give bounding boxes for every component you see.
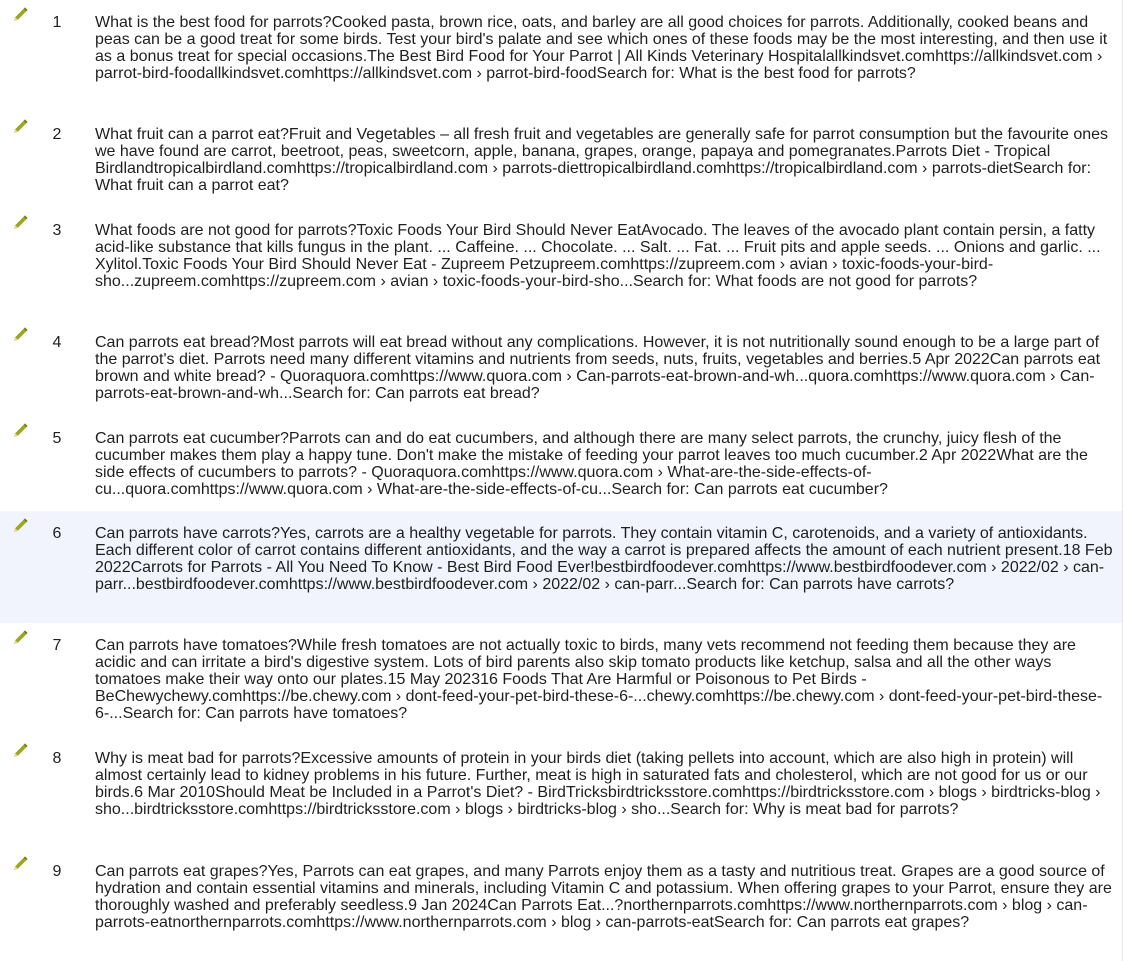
row-text: Can parrots eat cucumber?Parrots can and do eat cucumbers, and although there are many select parrots, the crunchy, juicy flesh of the cucumber makes them play a happy tune. Don't make the mistake of feeding your parrot leaves too much cucumber.2 Apr 2022What are the side effects of cucumbers to parrots? - Quoraquora.comhttps://www.quora.com › What-are-the-side-effects-of-cu...quora.comhttps://www.quora.com › What-are-the-side-effects-of-cu...Search for: Can parrots eat cucumber? xyxy=(95,430,1088,498)
row-text: Can parrots have carrots?Yes, carrots are a healthy vegetable for parrots. They contain vitamin C, carotenoids, and a variety of antioxidants. Each different color of carrot contains different antioxidants, and the way a carrot is prepared affects the amount of each nutrient present.18 Feb 2022Carrots for Parrots - All You Need To Know - Best Bird Food Ever!bestbirdfoodever.comhttps://www.bestbirdfoodever.com › 2022/02 › can-parr...bestbirdfoodever.comhttps://www.bestbirdfoodever.com › 2022/02 › can-parr...Search for: Can parrots have carrots? xyxy=(95,525,1113,593)
row-number: 1 xyxy=(52,14,62,31)
pencil-icon[interactable] xyxy=(11,629,29,647)
list-item xyxy=(0,112,1122,208)
list-item-selected xyxy=(0,511,1122,623)
pencil-icon[interactable] xyxy=(11,118,29,136)
row-text: What foods are not good for parrots?Toxic Foods Your Bird Should Never EatAvocado. The leaves of the avocado plant contain persin, a fatty acid-like substance that kills fungus in the plant. ... Caffeine. ... Chocolate. ... Salt. ... Fat. ... Fruit pits and apple seeds. ... Onions and garlic. ... Xylitol.Toxic Foods Your Bird Should Never Eat - Zupreem Petzupreem.comhttps://zupreem.com › avian › toxic-foods-your-bird-sho...zupreem.comhttps://zupreem.com › avian › toxic-foods-your-bird-sho...Search for: What foods are not good for parrots? xyxy=(95,222,1101,290)
pencil-icon[interactable] xyxy=(11,422,29,440)
row-number: 7 xyxy=(52,637,62,654)
row-text: Can parrots eat bread?Most parrots will eat bread without any complications. However, it is not nutritionally sound enough to be a large part of the parrot's diet. Parrots need many different vitamins and nutrients from seeds, nuts, fruits, vegetables and berries.5 Apr 2022Can parrots eat brown and white bread? - Quoraquora.comhttps://www.quora.com › Can-parrots-eat-brown-and-wh...quora.comhttps://www.quora.com › Can-parrots-eat-brown-and-wh...Search for: Can parrots eat bread? xyxy=(95,334,1101,402)
list-item xyxy=(0,623,1122,736)
list-item xyxy=(0,208,1122,320)
list-item xyxy=(0,416,1122,511)
row-number: 3 xyxy=(52,222,62,239)
row-number: 5 xyxy=(52,430,62,447)
list-item xyxy=(0,736,1122,849)
list-item xyxy=(0,0,1122,112)
pencil-icon[interactable] xyxy=(11,855,29,873)
pencil-icon[interactable] xyxy=(11,326,29,344)
row-text: What fruit can a parrot eat?Fruit and Vegetables – all fresh fruit and vegetables are generally safe for parrot consumption but the favourite ones we have found are carrot, beetroot, peas, sweetcorn, apple, banana, grapes, orange, papaya and pomegranates.Parrots Diet - Tropical Birdlandtropicalbirdland.comhttps://tropicalbirdland.com › parrots-diettropicalbirdland.comhttps://tropicalbirdland.com › parrots-dietSearch for: What fruit can a parrot eat? xyxy=(95,126,1109,194)
row-text: Can parrots have tomatoes?While fresh tomatoes are not actually toxic to birds, many vets recommend not feeding them because they are acidic and can irritate a bird's digestive system. Lots of bird parents also skip tomato products like ketchup, salsa and all the other ways tomatoes make their way onto our plates.15 May 202316 Foods That Are Harmful or Poisonous to Pet Birds - BeChewychewy.comhttps://be.chewy.com › dont-feed-your-pet-bird-these-6-...chewy.comhttps://be.chewy.com › dont-feed-your-pet-bird-these-6-...Search for: Can parrots have tomatoes? xyxy=(95,637,1103,722)
list-item xyxy=(0,849,1122,961)
row-number: 6 xyxy=(52,525,62,542)
pencil-icon[interactable] xyxy=(11,6,29,24)
row-number: 2 xyxy=(52,126,62,143)
pencil-icon[interactable] xyxy=(11,517,29,535)
row-number: 8 xyxy=(52,750,62,767)
row-text: Can parrots eat grapes?Yes, Parrots can eat grapes, and many Parrots enjoy them as a tasty and nutritious treat. Grapes are a good source of hydration and contain essential vitamins and minerals, including Vitamin C and potassium. When offering grapes to your Parrot, ensure they are thoroughly washed and preferably seedless.9 Jan 2024Can Parrots Eat...?northernparrots.comhttps://www.northernparrots.com › blog › can-parrots-eatnorthernparrots.comhttps://www.northernparrots.com › blog › can-parrots-eatSearch for: Can parrots eat grapes? xyxy=(95,863,1112,931)
row-number: 9 xyxy=(52,863,62,880)
pencil-icon[interactable] xyxy=(11,214,29,232)
row-text: Why is meat bad for parrots?Excessive amounts of protein in your birds diet (taking pellets into account, which are also high in protein) will almost certainly lead to kidney problems in his future. Further, meat is high in saturated fats and cholesterol, which are not good for us or our birds.6 Mar 2010Should Meat be Included in a Parrot's Diet? - BirdTricksbirdtricksstore.comhttps://birdtricksstore.com › blogs › birdtricks-blog › sho...birdtricksstore.comhttps://birdtricksstore.com › blogs › birdtricks-blog › sho...Search for: Why is meat bad for parrots? xyxy=(95,750,1101,818)
pencil-icon[interactable] xyxy=(11,742,29,760)
row-text: What is the best food for parrots?Cooked pasta, brown rice, oats, and barley are all good choices for parrots. Additionally, cooked beans and peas can be a good treat for some birds. Test your bird's palate and see which ones of these foods may be the most interesting, and then use it as a bonus treat for special occasions.The Best Bird Food for Your Parrot | All Kinds Veterinary Hospitalallkindsvet.comhttps://allkindsvet.com › parrot-bird-foodallkindsvet.comhttps://allkindsvet.com › parrot-bird-foodSearch for: What is the best food for parrots? xyxy=(95,14,1108,82)
list-item xyxy=(0,320,1122,416)
row-number: 4 xyxy=(52,334,62,351)
